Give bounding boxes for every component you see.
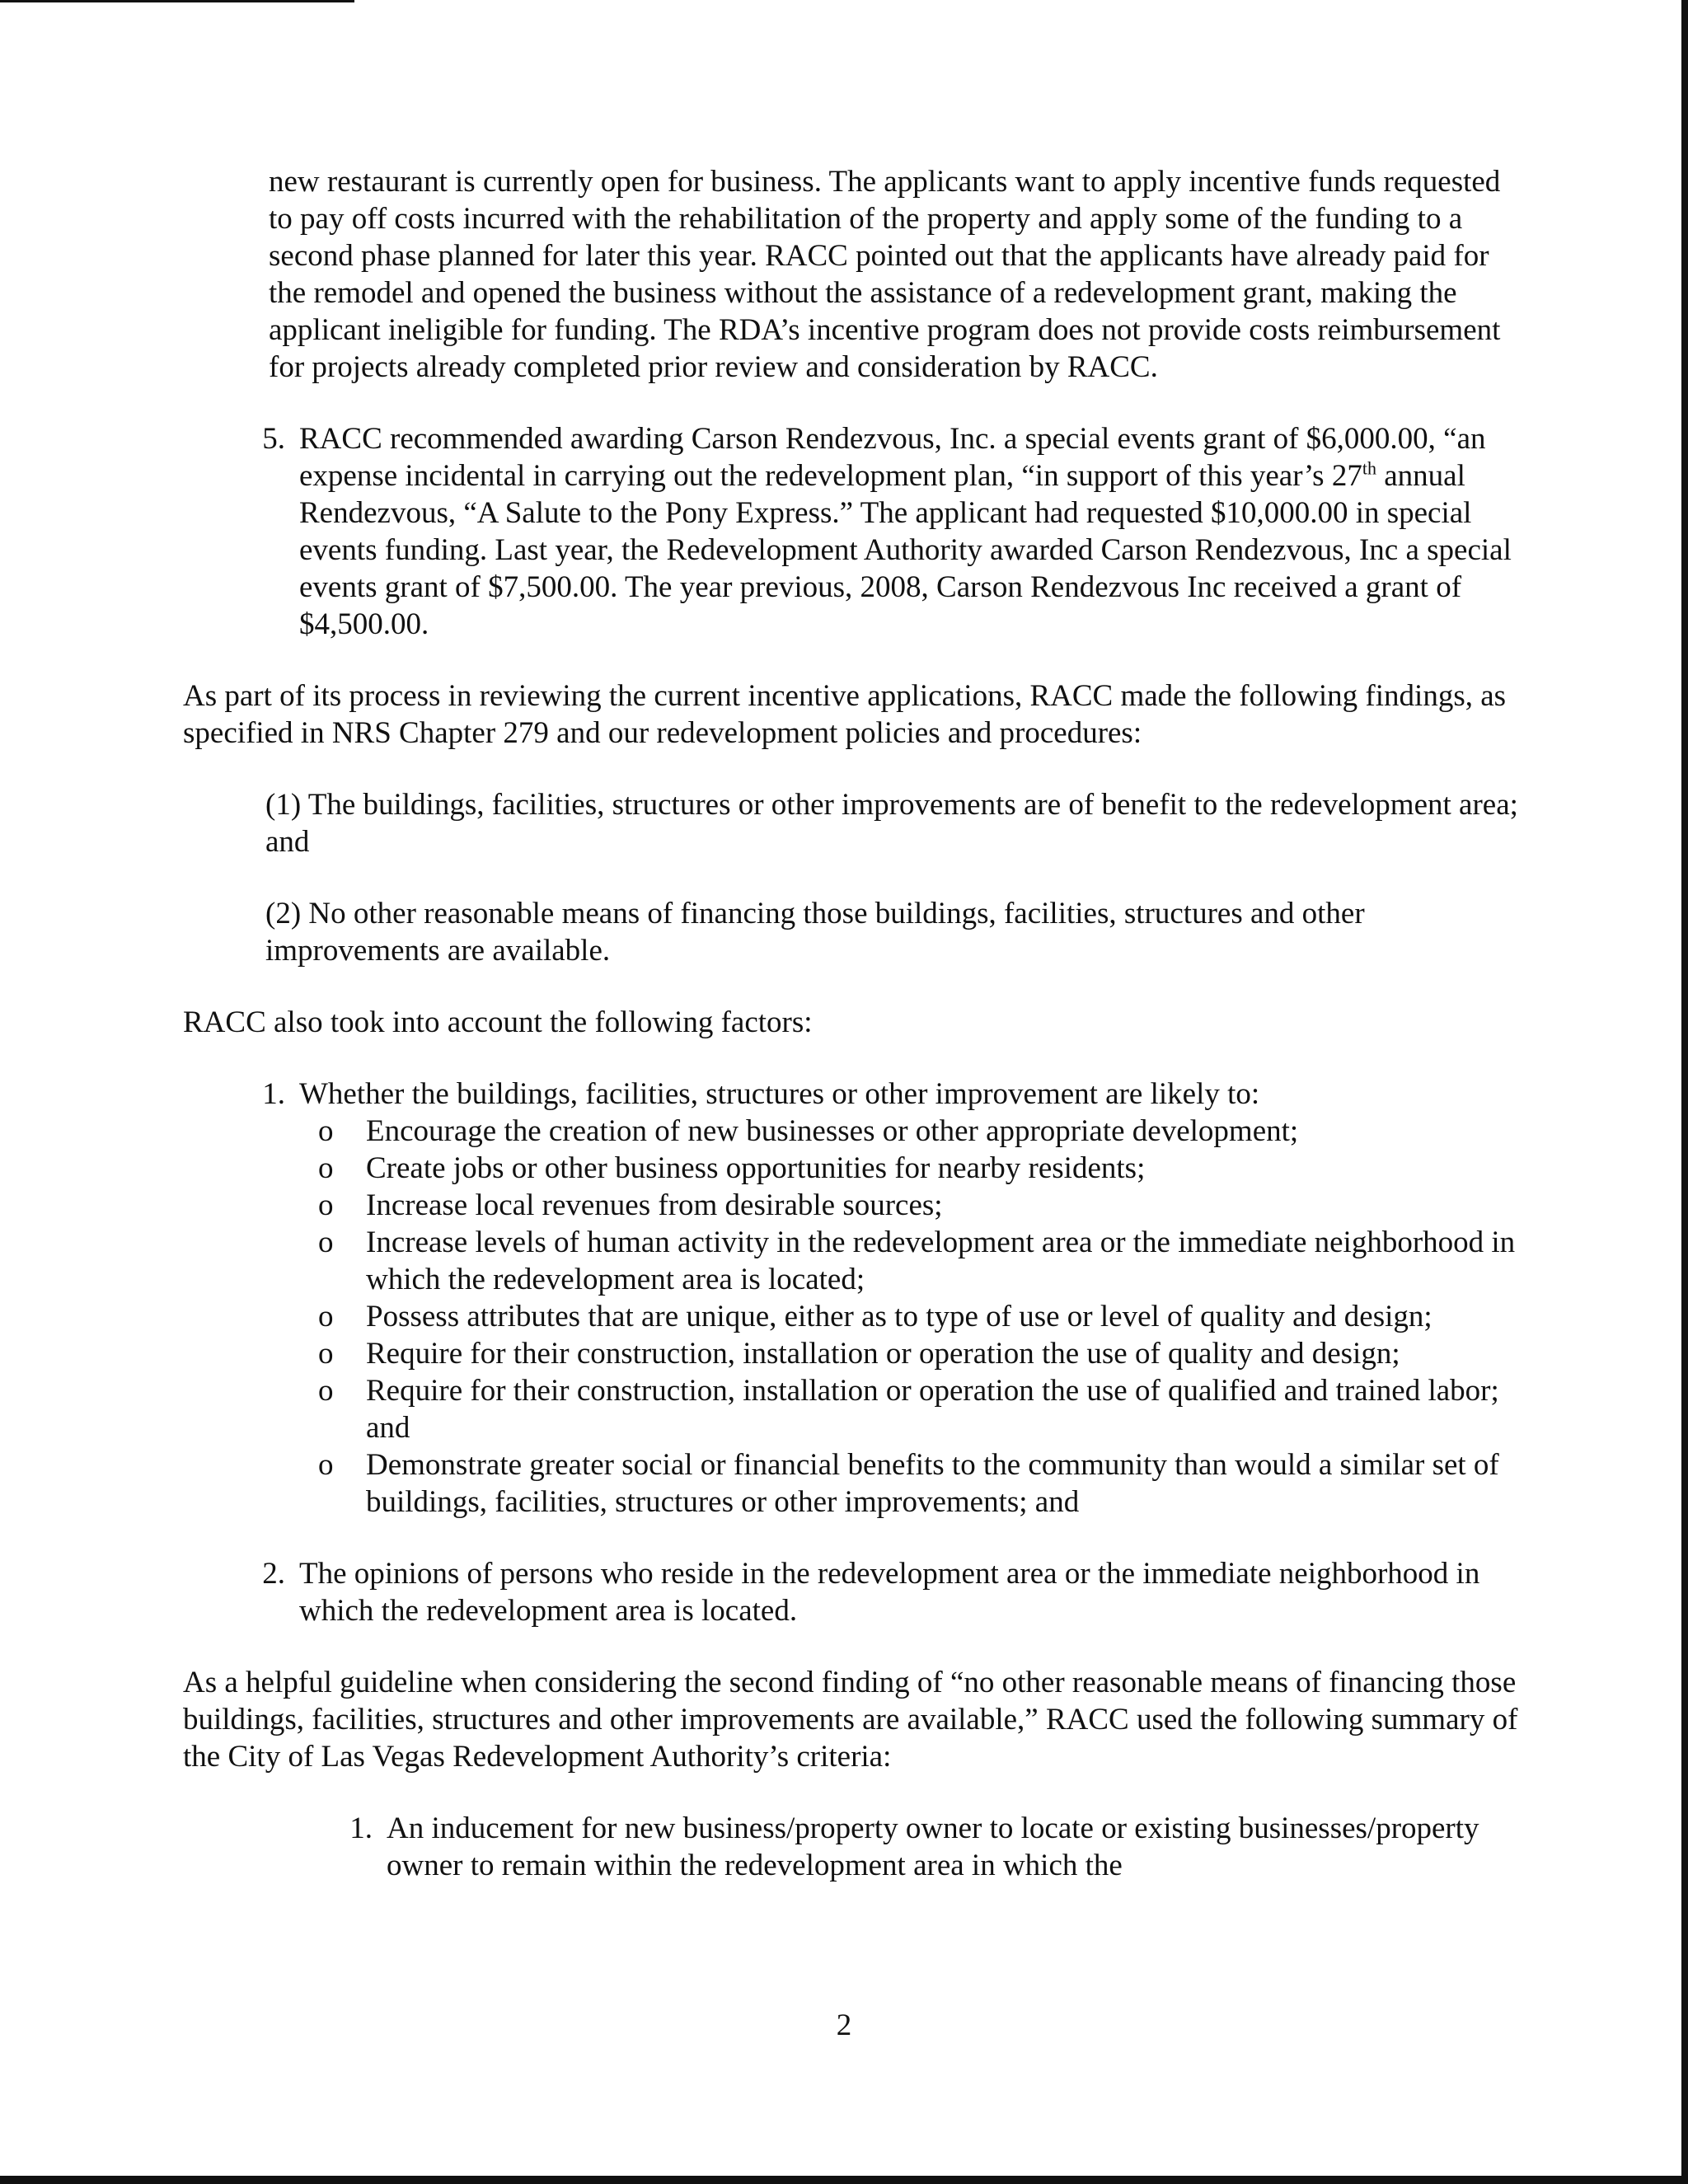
list-item-number: 2.: [262, 1557, 285, 1591]
list-item-text: An inducement for new business/property owner to locate or existing businesses/property owner to remain within the redevelopment area in which the: [387, 1811, 1479, 1882]
bullet-text: Encourage the creation of new businesses or other appropriate development;: [366, 1114, 1299, 1148]
bullet-glyph: o: [318, 1114, 334, 1148]
list-item-number: 1.: [262, 1077, 285, 1111]
bullet-text: Demonstrate greater social or financial benefits to the community than would a similar set of buildings, facilities, structures or other improvements; and: [366, 1448, 1499, 1519]
bullet-glyph: o: [318, 1448, 334, 1482]
finding-1: (1) The buildings, facilities, structures or other improvements are of benefit to the redevelopment area; and: [265, 788, 1518, 859]
list-item-number: 1.: [349, 1811, 373, 1845]
list-item-text: [299, 420, 1518, 643]
list-item: [299, 1298, 1518, 1335]
bullet-text: Require for their construction, installation or operation the use of quality and design;: [366, 1337, 1400, 1371]
list-item: [299, 1335, 1518, 1372]
bullet-text: Create jobs or other business opportunities for nearby residents;: [366, 1151, 1146, 1185]
list-item: [299, 1372, 1518, 1446]
scan-edge-top: [0, 0, 354, 2]
list-item-5: [232, 420, 1518, 643]
scan-edge-right: [1681, 0, 1688, 2184]
bullet-glyph: o: [318, 1300, 334, 1333]
list-item-text: Whether the buildings, facilities, structures or other improvement are likely to:: [299, 1077, 1260, 1111]
continuation-paragraph: new restaurant is currently open for business. The applicants want to apply incentive funds requested to pay off costs incurred with the rehabilitation of the property and apply some of the funding to a second phase planned for later this year. RACC pointed out that the applicants have already paid for the remodel and opened the business without the assistance of a redevelopment grant, making the applicant ineligible for funding. The RDA’s incentive program does not provide costs reimbursement for projects already completed prior review and consideration by RACC.: [269, 165, 1501, 384]
scan-edge-bottom: [0, 2176, 1688, 2184]
bullet-glyph: o: [318, 1188, 334, 1222]
list-item-text: The opinions of persons who reside in the redevelopment area or the immediate neighborhood in which the redevelopment area is located.: [299, 1557, 1480, 1628]
bullet-text: Increase levels of human activity in the redevelopment area or the immediate neighborhood in which the redevelopment area is located;: [366, 1226, 1516, 1296]
factor-item-1: [232, 1076, 1518, 1521]
list-item: [299, 1113, 1518, 1150]
list-item-text-part-a: RACC recommended awarding Carson Rendezvous, Inc. a special events grant of $6,000.00, “an expense incidental in carrying out the redevelopment plan, “in support of this year’s 27: [299, 422, 1486, 493]
guideline-intro-paragraph: As a helpful guideline when considering the second finding of “no other reasonable means of financing those buildings, facilities, structures and other improvements are available,” RACC used the following summary of the City of Las Vegas Redevelopment Authority’s criteria:: [183, 1666, 1518, 1774]
list-item-text-part-b: annual Rendezvous, “A Salute to the Pony Express.” The applicant had requested $10,000.00 in special events funding. Last year, the Redevelopment Authority awarded Carson Rendezvous, Inc a special events grant of $7,500.00. The year previous, 2008, Carson Rendezvous Inc received a grant of $4,500.00.: [299, 459, 1512, 641]
finding-2: (2) No other reasonable means of financing those buildings, facilities, structures and other improvements are available.: [265, 897, 1365, 968]
ordinal-superscript: th: [1362, 457, 1376, 479]
page-number: 2: [836, 2008, 852, 2042]
bullet-glyph: o: [318, 1151, 334, 1185]
bullet-glyph: o: [318, 1374, 334, 1408]
list-item: [299, 1187, 1518, 1224]
findings-intro-paragraph: As part of its process in reviewing the current incentive applications, RACC made the following findings, as specified in NRS Chapter 279 and our redevelopment policies and procedures:: [183, 679, 1507, 750]
document-page: [183, 163, 1518, 1884]
factors-intro-paragraph: RACC also took into account the following factors:: [183, 1005, 813, 1039]
bullet-text: Possess attributes that are unique, either as to type of use or level of quality and design;: [366, 1300, 1432, 1333]
factor-item-content: [299, 1076, 1518, 1521]
bullet-glyph: o: [318, 1337, 334, 1371]
factor-bullet-list: [299, 1113, 1518, 1521]
bullet-text: Require for their construction, installation or operation the use of qualified and trained labor; and: [366, 1374, 1499, 1445]
list-item-number: 5.: [262, 422, 285, 456]
criteria-item-1: [319, 1810, 1518, 1884]
bullet-glyph: o: [318, 1226, 334, 1259]
list-item: [299, 1446, 1518, 1521]
factor-item-2: [232, 1555, 1518, 1629]
list-item: [299, 1150, 1518, 1187]
list-item: [299, 1224, 1518, 1298]
bullet-text: Increase local revenues from desirable sources;: [366, 1188, 943, 1222]
